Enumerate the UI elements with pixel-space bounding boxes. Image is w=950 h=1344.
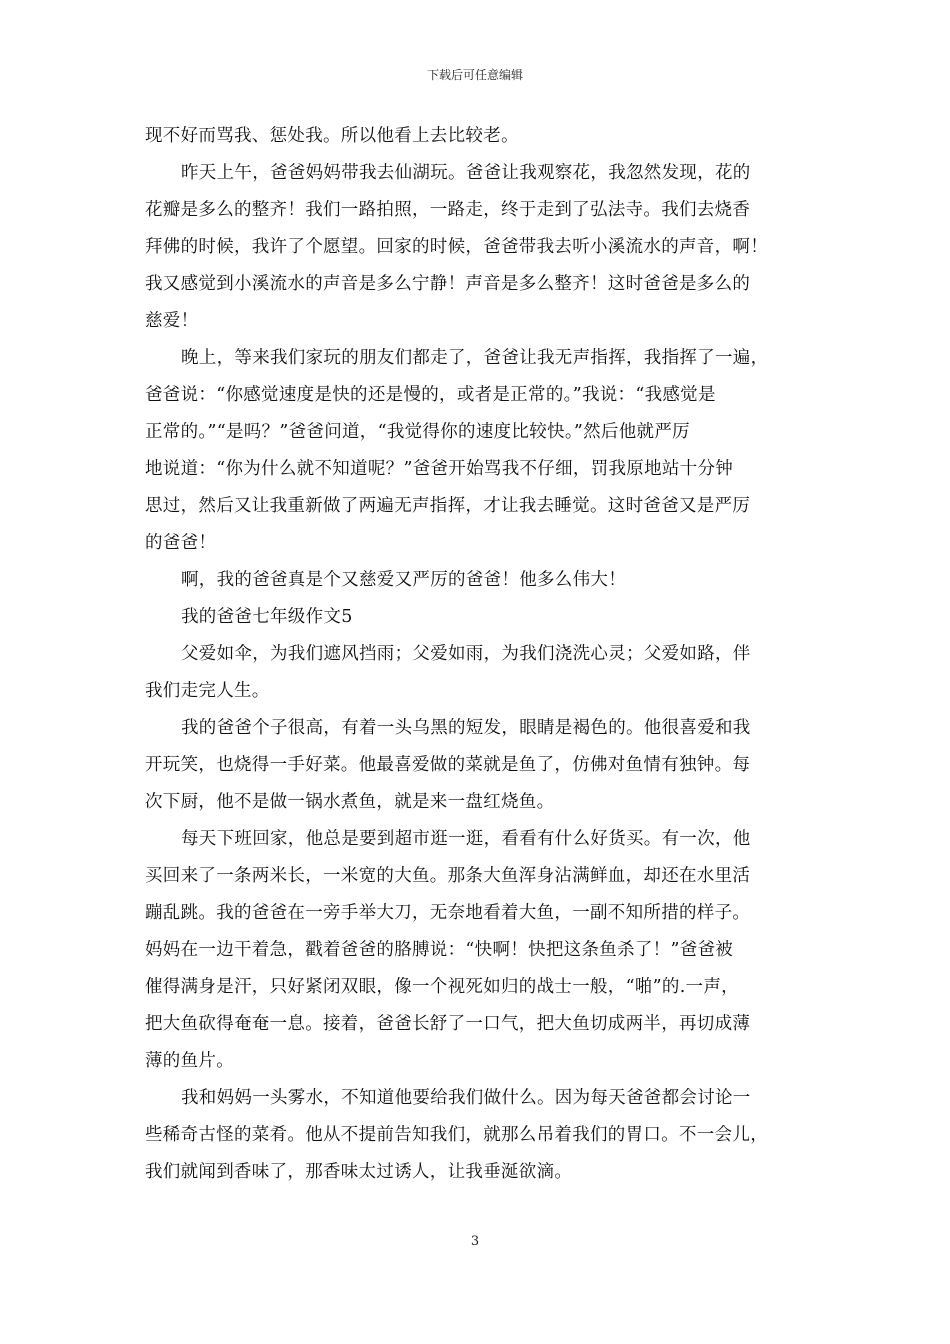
text-line: 我们走完人生。 bbox=[145, 681, 270, 701]
text-line: 花瓣是多么的整齐！我们一路拍照，一路走，终于走到了弘法寺。我们去烧香 bbox=[145, 200, 751, 220]
text-line: 晚上，等来我们家玩的朋友们都走了，爸爸让我无声指挥，我指挥了一遍， bbox=[181, 348, 769, 368]
text-line: 我和妈妈一头雾水，不知道他要给我们做什么。因为每天爸爸都会讨论一 bbox=[181, 1088, 751, 1108]
text-line: 慈爱！ bbox=[145, 311, 199, 331]
text-line: 催得满身是汗，只好紧闭双眼，像一个视死如归的战士一般，“啪”的.一声， bbox=[145, 977, 739, 997]
text-line: 开玩笑，也烧得一手好菜。他最喜爱做的菜就是鱼了，仿佛对鱼情有独钟。每 bbox=[145, 755, 751, 775]
text-line: 我们就闻到香味了，那香味太过诱人，让我垂涎欲滴。 bbox=[145, 1162, 573, 1182]
text-line: 的爸爸！ bbox=[145, 533, 217, 553]
document-body bbox=[145, 118, 809, 1191]
text-line: 妈妈在一边干着急，戳着爸爸的胳膊说：“快啊！快把这条鱼杀了！”爸爸被 bbox=[145, 940, 734, 960]
text-line: 蹦乱跳。我的爸爸在一旁手举大刀，无奈地看着大鱼，一副不知所措的样子。 bbox=[145, 903, 751, 923]
text-line: 买回来了一条两米长，一米宽的大鱼。那条大鱼浑身沾满鲜血，却还在水里活 bbox=[145, 866, 751, 886]
text-line: 拜佛的时候，我许了个愿望。回家的时候，爸爸带我去听小溪流水的声音，啊！ bbox=[145, 237, 768, 257]
text-line: 爸爸说：“你感觉速度是快的还是慢的，或者是正常的。”我说：“我感觉是 bbox=[145, 385, 716, 405]
text-line: 薄的鱼片。 bbox=[145, 1051, 234, 1071]
text-line: 些稀奇古怪的菜肴。他从不提前告知我们，就那么吊着我们的胃口。不一会儿， bbox=[145, 1125, 768, 1145]
text-line: 次下厨，他不是做一锅水煮鱼，就是来一盘红烧鱼。 bbox=[145, 792, 555, 812]
text-line: 把大鱼砍得奄奄一息。接着，爸爸长舒了一口气，把大鱼切成两半，再切成薄 bbox=[145, 1014, 751, 1034]
text-line: 啊，我的爸爸真是个又慈爱又严厉的爸爸！他多么伟大！ bbox=[181, 570, 626, 590]
page-number: 3 bbox=[470, 1234, 480, 1249]
text-line: 地说道：“你为什么就不知道呢？”爸爸开始骂我不仔细，罚我原地站十分钟 bbox=[145, 459, 734, 479]
text-line: 思过，然后又让我重新做了两遍无声指挥，才让我去睡觉。这时爸爸又是严厉 bbox=[145, 496, 751, 516]
text-line: 我又感觉到小溪流水的声音是多么宁静！声音是多么整齐！这时爸爸是多么的 bbox=[145, 274, 751, 294]
text-line: 我的爸爸七年级作文5 bbox=[181, 607, 353, 627]
text-line: 我的爸爸个子很高，有着一头乌黑的短发，眼睛是褐色的。他很喜爱和我 bbox=[181, 718, 751, 738]
text-line: 父爱如伞，为我们遮风挡雨；父爱如雨，为我们浇洗心灵；父爱如路，伴 bbox=[181, 644, 751, 664]
page-header-note: 下载后可任意编辑 bbox=[426, 68, 523, 82]
text-line: 正常的。”“是吗？”爸爸问道，“我觉得你的速度比较快。”然后他就严厉 bbox=[145, 422, 690, 442]
text-line: 每天下班回家，他总是要到超市逛一逛，看看有什么好货买。有一次，他 bbox=[181, 829, 751, 849]
text-line: 现不好而骂我、惩处我。所以他看上去比较老。 bbox=[145, 126, 519, 146]
text-line: 昨天上午，爸爸妈妈带我去仙湖玩。爸爸让我观察花，我忽然发现，花的 bbox=[181, 163, 751, 183]
